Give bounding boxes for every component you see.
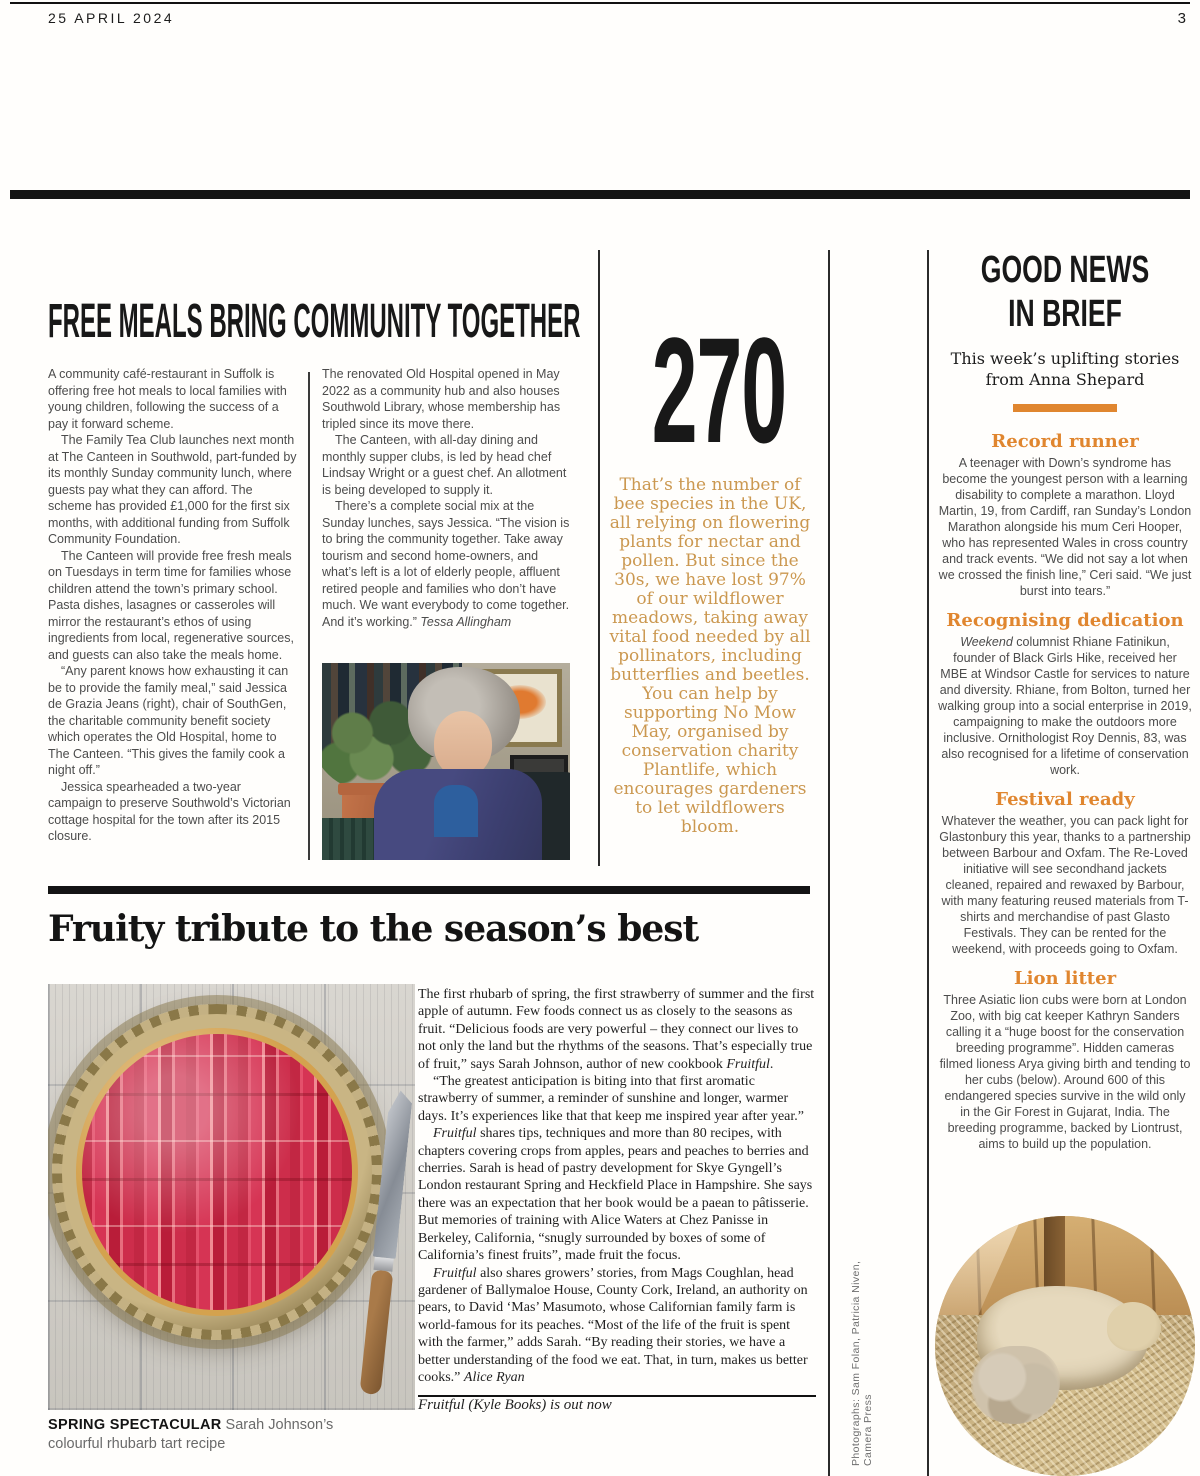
good-news-title-line1: GOOD NEWS: [980, 249, 1150, 291]
book-availability-note: Fruitful (Kyle Books) is out now: [418, 1397, 612, 1414]
section-body: Weekend columnist Rhiane Fatinikun, founder of Black Girls Hike, received her MBE at Windsor Castle for services to nature and diversity. Rhiane, from Bolton, turned her walking group into a social enterprise in 2019, campaigning to make the outdoors more inclusive. Ornithologist Roy Dennis, 83, was also recognised for a lifetime of conservation work.: [938, 635, 1192, 777]
paragraph: The renovated Old Hospital opened in May 2022 as a community hub and also houses Southwold Library, whose membership has tripled since its move there.: [322, 367, 561, 431]
paragraph: The Canteen, with all-day dining and monthly supper clubs, is led by head chef Lindsay Wright or a guest chef. An allotment is being developed to supply it.: [322, 433, 567, 497]
free-meals-headline: FREE MEALS BRING COMMUNITY TOGETHER: [48, 295, 581, 348]
page-date: 25 APRIL 2024: [48, 10, 175, 26]
caption-text: Sarah Johnson’s colourful rhubarb tart recipe: [48, 1417, 334, 1452]
paragraph: A community café-restaurant in Suffolk is offering free hot meals to local families with young children, following the success of a pay it forward scheme.: [48, 367, 287, 431]
paragraph: Fruitful also shares growers’ stories, from Mags Coughlan, head gardener of Ballymaloe House, County Cork, Ireland, an authority on pears, to David ‘Mas’ Masumoto, whose Californian family farm is world-famous for its peaches. “Most of the life of the fruit is spent with the farmer,” adds Sarah. “By reading their stories, we have a better understanding of the food we eat. That, in turn, makes us better cooks.” Alice Ryan: [418, 1265, 808, 1385]
orange-divider-bar: [1013, 404, 1117, 412]
free-meals-column-1: [48, 366, 298, 845]
paragraph: There’s a complete social mix at the Sunday lunches, says Jessica. “The vision is to bring the community together. Take away tourism and second home-owners, and what’s left is a lot of elderly people, affluent retired people and families who don’t have much. We want everybody to come together. And it’s working.” Tessa Allingham: [322, 499, 570, 629]
divider-stat-column: [598, 250, 600, 866]
paragraph: “Any parent knows how exhausting it can be to provide the family meal,” said Jessica de Grazia Jeans (right), chair of SouthGen, the charitable community benefit society which operates the Old Hospital, home to The Canteen. “This gives the family cook a night off.”: [48, 664, 289, 777]
paragraph: Jessica spearheaded a two-year campaign to preserve Southwold’s Victorian cottage hospital for the town after its 2015 closure.: [48, 779, 291, 843]
top-hairline-rule: [10, 2, 1190, 4]
lioness-head: [1107, 1302, 1162, 1351]
rhubarb-tart-photo: [48, 984, 415, 1410]
section-body: A teenager with Down’s syndrome has become the youngest person with a learning disability to complete a marathon. Lloyd Martin, 19, from Cardiff, ran Sunday’s London Marathon alongside his mum Ceri Hooper, who has represented Wales in cross country and track events. “We did not say a lot when we crossed the finish line,” Ceri said. “We just burst into tears.”: [938, 456, 1192, 598]
stat-number: 270: [651, 306, 787, 474]
section-heading: Record runner: [991, 431, 1139, 452]
stat-text: That’s the number of bee species in the UK, all relying on flowering plants for nectar and pollen. But since the 30s, we have lost 97% of our wildflower meadows, taking away vital food needed by all pollinators, including butterflies and beetles. You can help by supporting No Mow May, organised by conservation charity Plantlife, which encourages gardeners to let wildflowers bloom.: [609, 475, 811, 837]
section-heading: Festival ready: [995, 789, 1135, 810]
fruity-paragraphs: [418, 986, 816, 1386]
jessica-portrait-photo: [322, 663, 570, 860]
tart-caption: [48, 1416, 353, 1454]
divider-credit-left: [828, 250, 830, 1476]
portrait-blue-top: [434, 785, 478, 837]
lion-cubs-photo: [935, 1216, 1195, 1476]
divider-credit-right: [927, 250, 929, 1476]
page-number: 3: [1177, 10, 1186, 27]
paragraph: “The greatest anticipation is biting into that first aromatic strawberry of summer, a reminder of sunshine and longer, warmer days. It’s experiences like that that keep me inspired year after year.”: [418, 1074, 804, 1124]
divider-article-columns: [308, 372, 310, 860]
caption-kicker: SPRING SPECTACULAR: [48, 1417, 222, 1433]
section-body: Whatever the weather, you can pack light for Glastonbury this year, thanks to a partnership between Barbour and Oxfam. The Re-Loved initiative will see secondhand jackets cleaned, repaired and rewaxed by Barbour, with many featuring reused materials from T-shirts and merchandise of past Glasto Festivals. They can be rented for the weekend, with proceeds going to Oxfam.: [939, 814, 1191, 956]
fruity-headline: Fruity tribute to the season’s best: [48, 908, 699, 950]
bee-stat-block: [604, 306, 816, 837]
paragraph: Fruitful shares tips, techniques and more than 80 recipes, with chapters covering crops from apples, pears and peaches to berries and cherries. Sarah is head of pastry development for Skye Gyngell’s London restaurant Spring and Heckfield Place in Hampshire. She says there was an expectation that her book would be a paean to pâtisserie. But memories of training with Alice Waters at Chez Panisse in Berkeley, California, “snugly surrounded by boxes of some of California’s finest fruits”, made fruit the focus.: [418, 1126, 813, 1264]
section-heading: Recognising dedication: [946, 610, 1184, 631]
good-news-subtitle: This week’s uplifting stories from Anna Shepard: [950, 349, 1180, 389]
free-meals-column-2: [322, 366, 572, 630]
photo-credit: Photographs: Sam Folan, Patricia Niven, Camera Press: [850, 1260, 874, 1466]
masthead-rule: [10, 190, 1190, 199]
knife-blade: [373, 1089, 413, 1258]
paragraph: The Family Tea Club launches next month at The Canteen in Southwold, part-funded by its monthly Sunday community lunch, where guests pay what they can afford. The scheme has provided £1,000 for the first six months, with additional funding from Suffolk Community Foundation.: [48, 433, 297, 546]
section-body: Three Asiatic lion cubs were born at London Zoo, with big cat keeper Kathryn Sanders calling it a “huge boost for the conservation breeding programme”. Hidden cameras filmed lioness Arya giving birth and tending to her cubs (below). Around 600 of this endangered species survive in the wild only in the Gir Forest in Gujarat, India. The breeding programme, backed by Liontrust, aims to build up the population.: [939, 993, 1191, 1151]
fruity-section-rule: [48, 886, 810, 894]
section-heading: Lion litter: [1013, 968, 1117, 989]
good-news-sections: [938, 432, 1192, 1152]
portrait-face: [434, 711, 492, 777]
paragraph: The Canteen will provide free fresh meals on Tuesdays in term time for families whose children attend the town’s primary school. Pasta dishes, lasagnes or casseroles will mirror the restaurant’s ethos of using ingredients from local, regenerative sources, and guests can also take the meals home.: [48, 548, 294, 662]
paragraph: The first rhubarb of spring, the first strawberry of summer and the first apple of autumn. Few foods connect us as closely to the seasons as fruit. “Delicious foods are very powerful – they connect our lives to not only the land but the rhythms of the seasons. That’s especially true of fruit,” says Sarah Johnson, author of new cookbook Fruitful.: [418, 987, 815, 1072]
good-news-column: [938, 248, 1192, 1164]
good-news-title-line2: IN BRIEF: [1008, 293, 1122, 335]
fruity-article-body: [418, 986, 816, 1415]
knife-handle: [359, 1270, 393, 1396]
